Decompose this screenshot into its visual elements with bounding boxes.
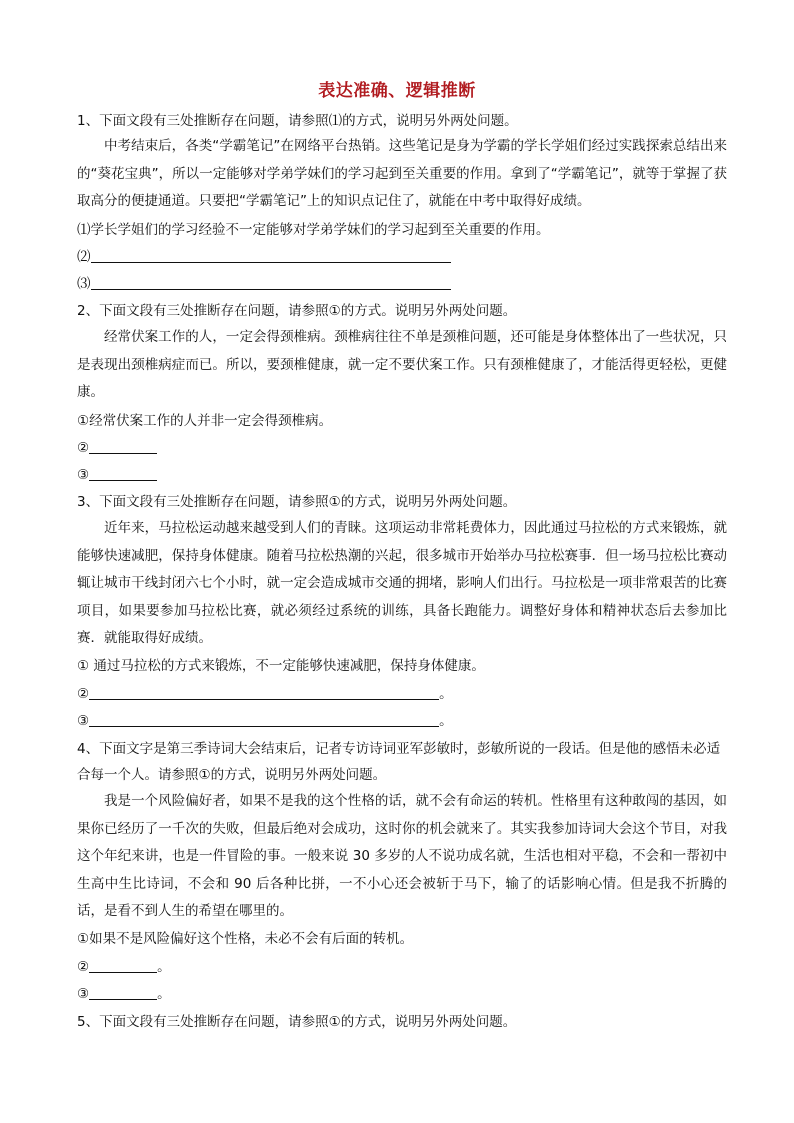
answer-label: ②	[77, 959, 90, 975]
answer-label: ③	[77, 713, 90, 729]
question-2-answer-3[interactable]	[77, 464, 157, 486]
question-4-answer-2[interactable]	[77, 956, 171, 978]
answer-label: ⑶	[77, 276, 91, 292]
question-3-answer-3[interactable]	[77, 710, 453, 732]
answer-blank[interactable]	[89, 985, 157, 1000]
answer-blank[interactable]	[89, 466, 157, 481]
answer-label: ⑵	[77, 249, 91, 265]
question-4-answer-3[interactable]	[77, 983, 171, 1005]
answer-blank[interactable]	[91, 275, 451, 290]
question-4-passage: 我是一个风险偏好者，如果不是我的这个性格的话，就不会有命运的转机。性格里有这种敢闯的基因，如果你已经历了一千次的失败，但最后绝对会成功，这时你的机会就来了。其实我参加诗词大会这个节目，对我这个年纪来讲，也是一件冒险的事。一般来说 30 多岁的人不说功成名就，生活也相对平稳，不会和一帮初中生高中生比诗词，不会和 90 后各种比拼，一不小心还会被斩于马下，输了的话影响心情。但是我不折腾的话，是看不到人生的希望在哪里的。	[77, 793, 727, 919]
question-3-prompt: 3、下面文段有三处推断存在问题，请参照①的方式，说明另外两处问题。	[77, 494, 517, 510]
question-2-example: ①经常伏案工作的人并非一定会得颈椎病。	[77, 413, 333, 429]
question-3-answer-2[interactable]	[77, 683, 453, 705]
question-4-prompt-line-2: 合每一个人。请参照①的方式，说明另外两处问题。	[77, 767, 387, 783]
question-1-answer-3[interactable]	[77, 273, 451, 295]
question-5-prompt: 5、下面文段有三处推断存在问题，请参照①的方式，说明另外两处问题。	[77, 1014, 517, 1030]
answer-period: 。	[157, 959, 171, 975]
question-2-prompt: 2、下面文段有三处推断存在问题，请参照①的方式。说明另外两处问题。	[77, 303, 517, 319]
answer-period: 。	[439, 713, 453, 729]
question-1-answer-2[interactable]	[77, 246, 451, 268]
answer-label: ③	[77, 467, 90, 483]
answer-label: ③	[77, 986, 90, 1002]
answer-label: ②	[77, 440, 90, 456]
question-4-example: ①如果不是风险偏好这个性格，未必不会有后面的转机。	[77, 931, 414, 947]
question-4-prompt-line-1: 4、下面文字是第三季诗词大会结束后，记者专访诗词亚军彭敏时，彭敏所说的一段话。但是他的感悟未必适	[77, 741, 721, 757]
page-title: 表达准确、逻辑推断	[318, 81, 476, 101]
question-2-passage: 经常伏案工作的人，一定会得颈椎病。颈椎病往往不单是颈椎问题，还可能是身体整体出了一些状况，只是表现出颈椎病症而已。所以，要颈椎健康，就一定不要伏案工作。只有颈椎健康了，才能活得更轻松，更健康。	[77, 329, 727, 400]
question-2-answer-2[interactable]	[77, 437, 157, 459]
answer-blank[interactable]	[89, 958, 157, 973]
answer-period: 。	[157, 986, 171, 1002]
question-1-passage: 中考结束后，各类“学霸笔记”在网络平台热销。这些笔记是身为学霸的学长学姐们经过实践探索总结出来的“葵花宝典”，所以一定能够对学弟学妹们的学习起到至关重要的作用。拿到了“学霸笔记”，就等于掌握了获取高分的便捷通道。只要把“学霸笔记”上的知识点记住了，就能在中考中取得好成绩。	[77, 138, 727, 209]
question-3-example: ① 通过马拉松的方式来锻炼，不一定能够快速减肥，保持身体健康。	[77, 658, 485, 674]
question-3-passage: 近年来，马拉松运动越来越受到人们的青睐。这项运动非常耗费体力，因此通过马拉松的方式来锻炼，就能够快速减肥，保持身体健康。随着马拉松热潮的兴起，很多城市开始举办马拉松赛事．但一场马拉松比赛动辄让城市干线封闭六七个小时，就一定会造成城市交通的拥堵，影响人们出行。马拉松是一项非常艰苦的比赛项目，如果要参加马拉松比赛，就必须经过系统的训练，具备长跑能力。调整好身体和精神状态后去参加比赛．就能取得好成绩。	[77, 520, 727, 646]
answer-blank[interactable]	[89, 439, 157, 454]
question-1-example: ⑴学长学姐们的学习经验不一定能够对学弟学妹们的学习起到至关重要的作用。	[77, 222, 550, 238]
question-1-prompt: 1、下面文段有三处推断存在问题，请参照⑴的方式，说明另外两处问题。	[77, 113, 518, 129]
answer-blank[interactable]	[89, 685, 439, 700]
answer-label: ②	[77, 686, 90, 702]
answer-blank[interactable]	[91, 248, 451, 263]
answer-period: 。	[439, 686, 453, 702]
answer-blank[interactable]	[89, 712, 439, 727]
